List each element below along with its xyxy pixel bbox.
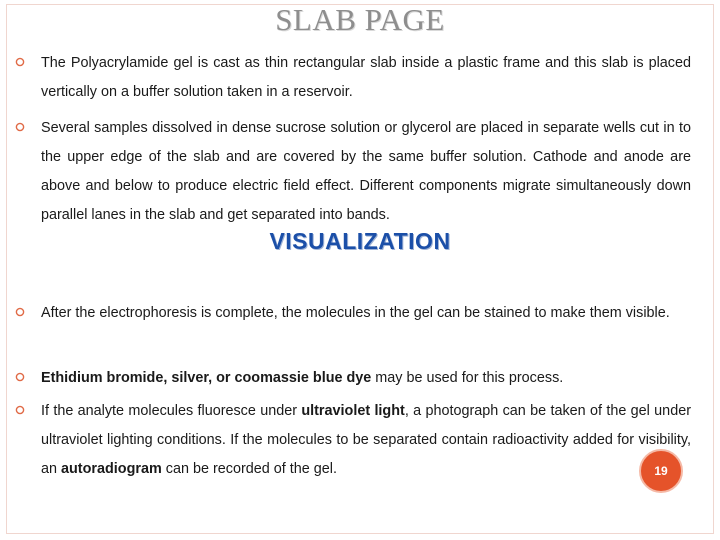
bullet-item [41, 114, 691, 230]
ring-bullet-icon [15, 372, 24, 381]
ring-bullet-icon [15, 405, 24, 414]
ring-bullet-icon [15, 122, 24, 131]
bullet-text: may be used for this process. [371, 370, 564, 386]
bullet-text: , a photograph can be taken of the gel under ultraviolet lighting conditions. If the molecules to be separated contain radioactivity added for visibility, an [41, 403, 691, 477]
bullet-text: After the electrophoresis is complete, the molecules in the gel can be stained to make them visible. [41, 305, 670, 321]
bullet-text: Several samples dissolved in dense sucrose solution or glycerol are placed in separate wells cut in to the upper edge of the slab and are covered by the same buffer solution. Cathode and anode are above and below to produce electric field effect. Different components migrate simultaneously down parallel lanes in the slab and get separated into bands. [41, 120, 691, 223]
ring-bullet-icon [15, 307, 24, 316]
section-heading: VISUALIZATION [269, 228, 451, 254]
bullet-item [41, 397, 691, 484]
bullet-item [41, 299, 691, 328]
bullet-item [41, 364, 691, 393]
bullet-bold-text: autoradiogram [61, 461, 162, 477]
page-number-badge: 19 [639, 449, 683, 493]
slide-title: SLAB PAGE [275, 2, 445, 37]
bullet-bold-text: ultraviolet light [301, 403, 405, 419]
bullet-item [41, 49, 691, 107]
bullet-text: If the analyte molecules fluoresce under [41, 403, 302, 419]
bullet-bold-text: Ethidium bromide, silver, or coomassie blue dye [41, 370, 372, 386]
bullet-text: can be recorded of the gel. [161, 461, 337, 477]
bullet-text: The Polyacrylamide gel is cast as thin rectangular slab inside a plastic frame and this slab is placed vertically on a buffer solution taken in a reservoir. [41, 55, 691, 100]
ring-bullet-icon [15, 57, 24, 66]
